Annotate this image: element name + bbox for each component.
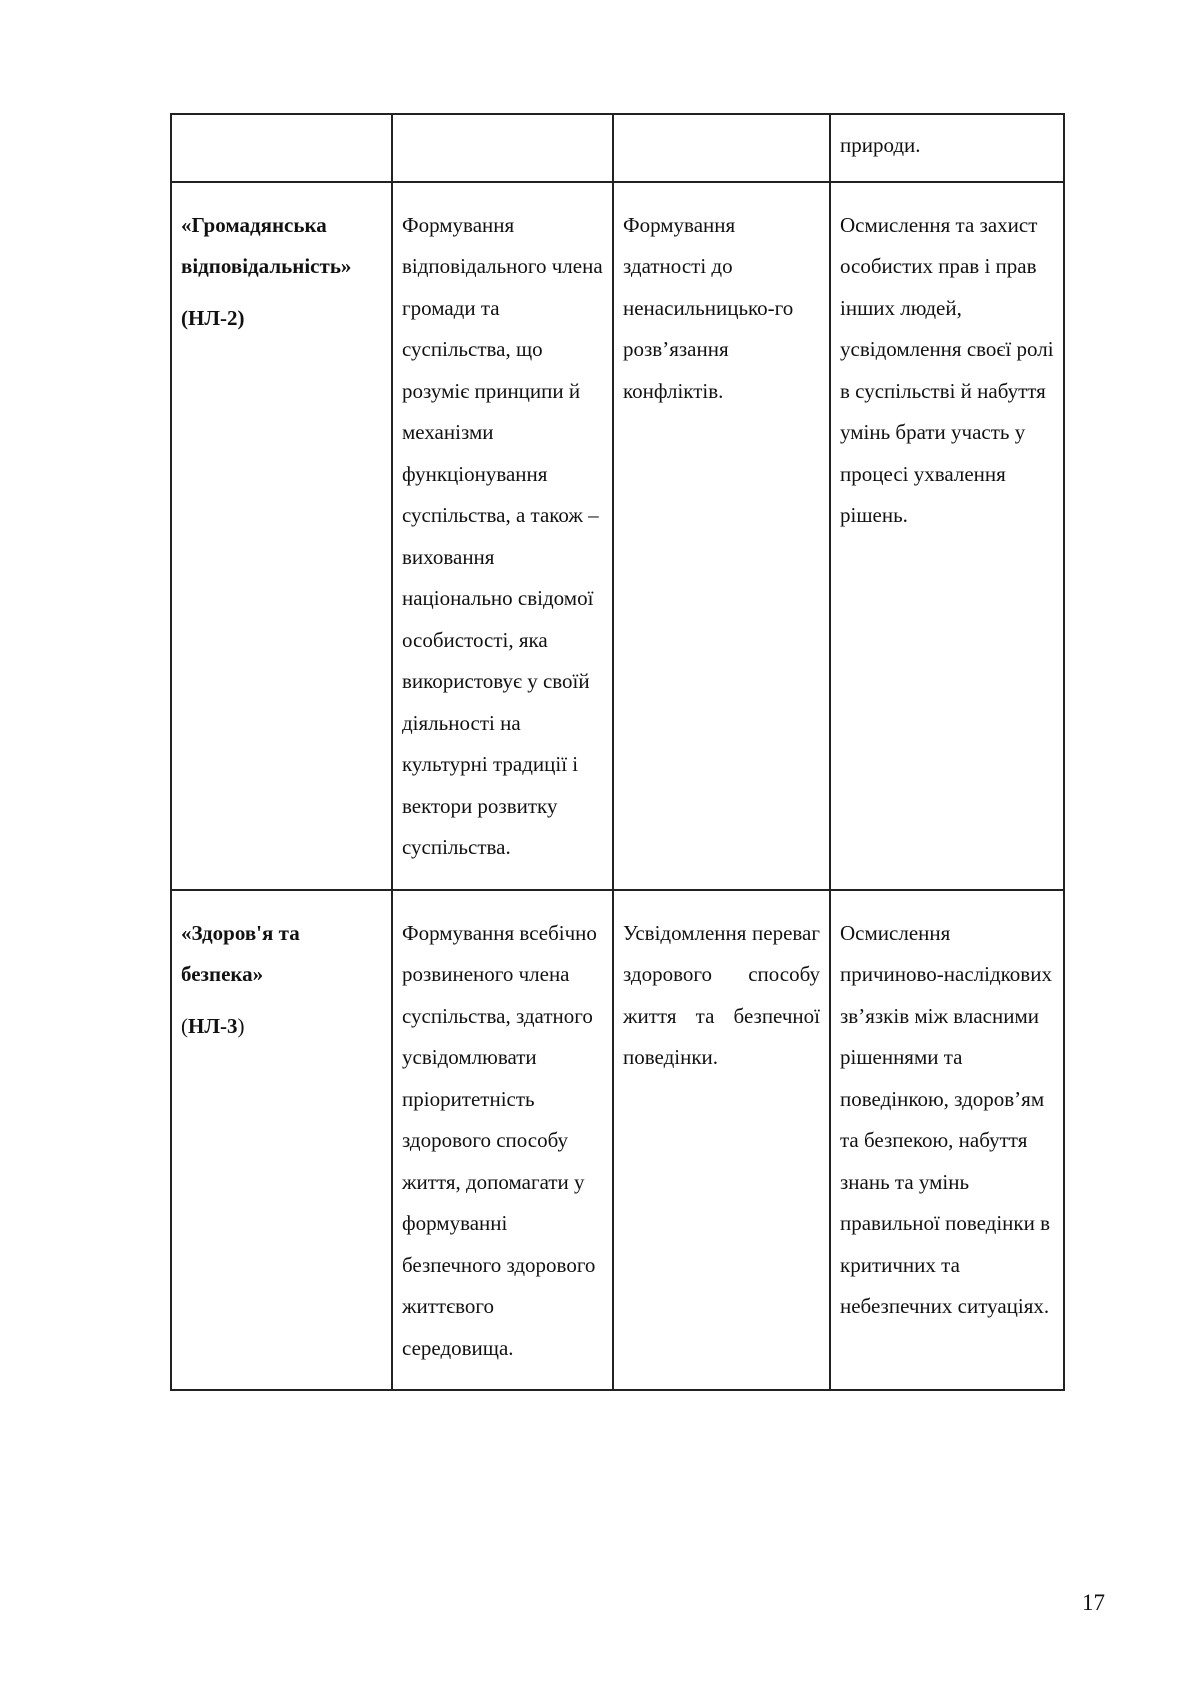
table-cell-empty bbox=[171, 114, 392, 182]
table-row bbox=[171, 182, 1064, 890]
line-code bbox=[181, 1006, 382, 1048]
line-code-prefix: ( bbox=[181, 1013, 188, 1038]
table-row bbox=[171, 890, 1064, 1391]
line-title: «Громадянська відповідальність» bbox=[181, 212, 352, 278]
table-cell-empty bbox=[392, 114, 613, 182]
table-cell-line-title bbox=[171, 890, 392, 1391]
line-title: «Здоров'я та безпека» bbox=[181, 920, 300, 986]
table-row bbox=[171, 114, 1064, 182]
line-code: (НЛ-2) bbox=[181, 305, 245, 330]
table-cell-result: Осмислення причиново-наслідкових зв’язків між власними рішеннями та поведінкою, здоров’ям та безпекою, набуття знань та умінь правильної поведінки в критичних та небезпечних ситуаціях. bbox=[830, 890, 1064, 1391]
table-cell-empty bbox=[613, 114, 830, 182]
line-code-suffix: ) bbox=[237, 1013, 245, 1038]
table-cell-task: Усвідомлення переваг здорового способу життя та безпечної поведінки. bbox=[613, 890, 830, 1391]
line-code-bold: НЛ-3 bbox=[188, 1013, 238, 1038]
table-cell-goal: Формування всебічно розвиненого члена суспільства, здатного усвідомлювати пріоритетність здорового способу життя, допомагати у формуванні безпечного здорового життєвого середовища. bbox=[392, 890, 613, 1391]
table-cell-continuation: природи. bbox=[830, 114, 1064, 182]
content-table bbox=[170, 113, 1065, 1391]
table-cell-task: Формування здатності до ненасильницько-го розв’язання конфліктів. bbox=[613, 182, 830, 890]
table-cell-line-title bbox=[171, 182, 392, 890]
table-cell-result: Осмислення та захист особистих прав і прав інших людей, усвідомлення своєї ролі в суспільстві й набуття умінь брати участь у процесі ухвалення рішень. bbox=[830, 182, 1064, 890]
table-cell-goal: Формування відповідального члена громади та суспільства, що розуміє принципи й механізми функціонування суспільства, а також – виховання національно свідомої особистості, яка використовує у своїй діяльності на культурні традиції і вектори розвитку суспільства. bbox=[392, 182, 613, 890]
page-number: 17 bbox=[1082, 1590, 1105, 1615]
